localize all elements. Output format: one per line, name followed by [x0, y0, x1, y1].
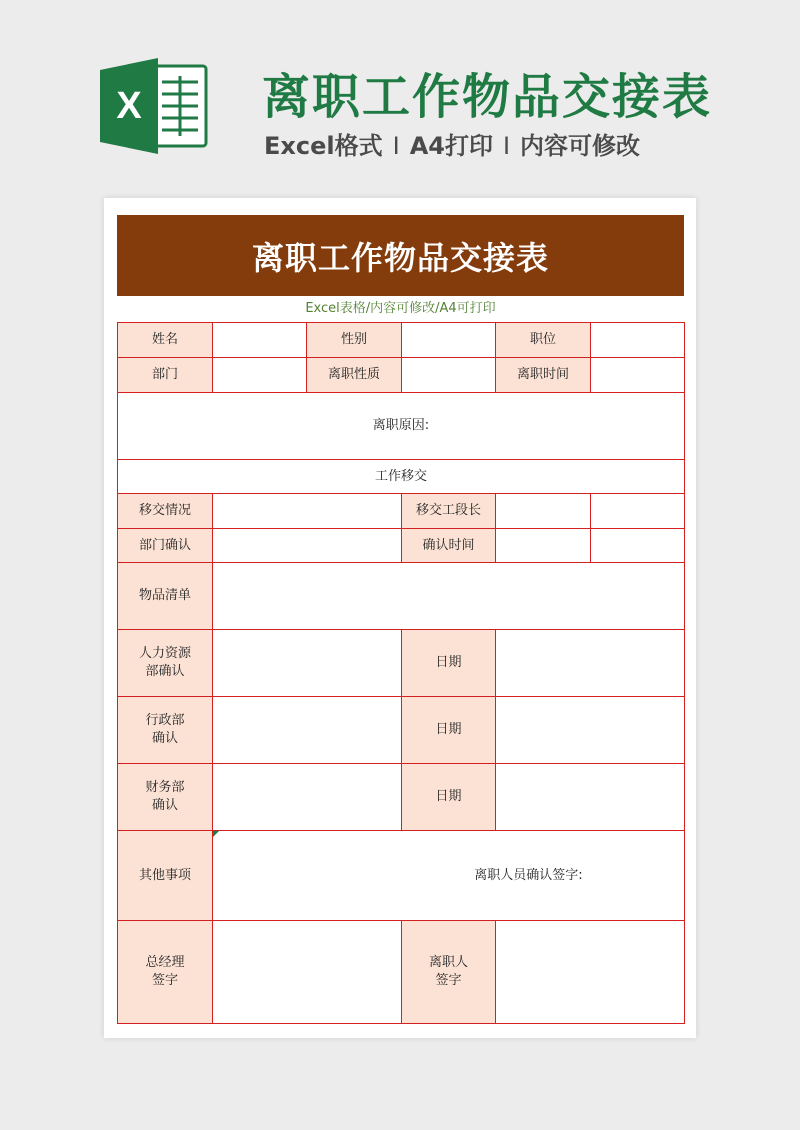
confirm-time-label: 确认时间: [402, 529, 496, 563]
leaver-sign-label: 离职人签字: [402, 921, 496, 1024]
handover-section-header: 工作移交: [118, 460, 685, 494]
other-matters-label: 其他事项: [118, 831, 213, 921]
hr-confirm-label: 人力资源部确认: [118, 630, 213, 697]
name-value-cell[interactable]: [213, 323, 307, 358]
position-label: 职位: [496, 323, 591, 358]
dept-confirm-value-cell[interactable]: [213, 529, 402, 563]
gender-label: 性别: [307, 323, 402, 358]
page-title: 离职工作物品交接表: [262, 69, 713, 125]
table-row: [118, 494, 685, 529]
subtitle-print: A4打印: [409, 132, 493, 160]
excel-logo-icon: [100, 58, 210, 154]
finance-confirm-value-cell[interactable]: [213, 764, 402, 831]
handover-situation-value-cell[interactable]: [213, 494, 402, 529]
handover-foreman-label: 移交工段长: [402, 494, 496, 529]
admin-date-value-cell[interactable]: [496, 697, 685, 764]
name-label: 姓名: [118, 323, 213, 358]
reason-label: 离职原因:: [372, 418, 430, 433]
item-list-value-cell[interactable]: [213, 563, 685, 630]
page-subtitle: [264, 126, 640, 161]
table-row: [118, 529, 685, 563]
table-row: [118, 764, 685, 831]
table-row: [118, 831, 685, 921]
hr-confirm-value-cell[interactable]: [213, 630, 402, 697]
dept-value-cell[interactable]: [213, 358, 307, 393]
dept-confirm-label: 部门确认: [118, 529, 213, 563]
table-row: [118, 460, 685, 494]
table-row: [118, 630, 685, 697]
handover-extra-cell[interactable]: [591, 494, 685, 529]
dept-label: 部门: [118, 358, 213, 393]
table-row: [118, 358, 685, 393]
admin-confirm-value-cell[interactable]: [213, 697, 402, 764]
finance-date-label: 日期: [402, 764, 496, 831]
gm-sign-value-cell[interactable]: [213, 921, 402, 1024]
leave-time-value-cell[interactable]: [591, 358, 685, 393]
subtitle-separator: I: [502, 132, 511, 160]
hr-date-value-cell[interactable]: [496, 630, 685, 697]
confirm-time-value-cell[interactable]: [496, 529, 591, 563]
hr-date-label: 日期: [402, 630, 496, 697]
reason-cell[interactable]: [118, 393, 685, 460]
document-note: Excel表格/内容可修改/A4可打印: [305, 301, 496, 316]
other-matters-value-cell[interactable]: [213, 831, 685, 921]
table-row: [118, 393, 685, 460]
finance-confirm-label: 财务部确认: [118, 764, 213, 831]
table-row: [118, 921, 685, 1024]
leave-type-label: 离职性质: [307, 358, 402, 393]
admin-confirm-label: 行政部确认: [118, 697, 213, 764]
logo-letter: X: [116, 85, 142, 127]
confirm-extra-cell[interactable]: [591, 529, 685, 563]
handover-form-table: [117, 322, 685, 1024]
subtitle-separator: I: [392, 132, 400, 160]
item-list-label: 物品清单: [118, 563, 213, 630]
leaver-sign-value-cell[interactable]: [496, 921, 685, 1024]
handover-situation-label: 移交情况: [118, 494, 213, 529]
table-row: [118, 323, 685, 358]
finance-date-value-cell[interactable]: [496, 764, 685, 831]
table-row: [118, 697, 685, 764]
handover-foreman-value-cell[interactable]: [496, 494, 591, 529]
leave-type-value-cell[interactable]: [402, 358, 496, 393]
position-value-cell[interactable]: [591, 323, 685, 358]
gender-value-cell[interactable]: [402, 323, 496, 358]
leaver-signature-note: 离职人员确认签字:: [474, 867, 583, 883]
gm-sign-label: 总经理签字: [118, 921, 213, 1024]
cell-comment-marker: [213, 831, 219, 837]
leave-time-label: 离职时间: [496, 358, 591, 393]
subtitle-editable: 内容可修改: [520, 132, 641, 160]
document-title-banner: 离职工作物品交接表: [117, 215, 684, 296]
table-row: [118, 563, 685, 630]
admin-date-label: 日期: [402, 697, 496, 764]
subtitle-format: Excel格式: [264, 132, 383, 160]
